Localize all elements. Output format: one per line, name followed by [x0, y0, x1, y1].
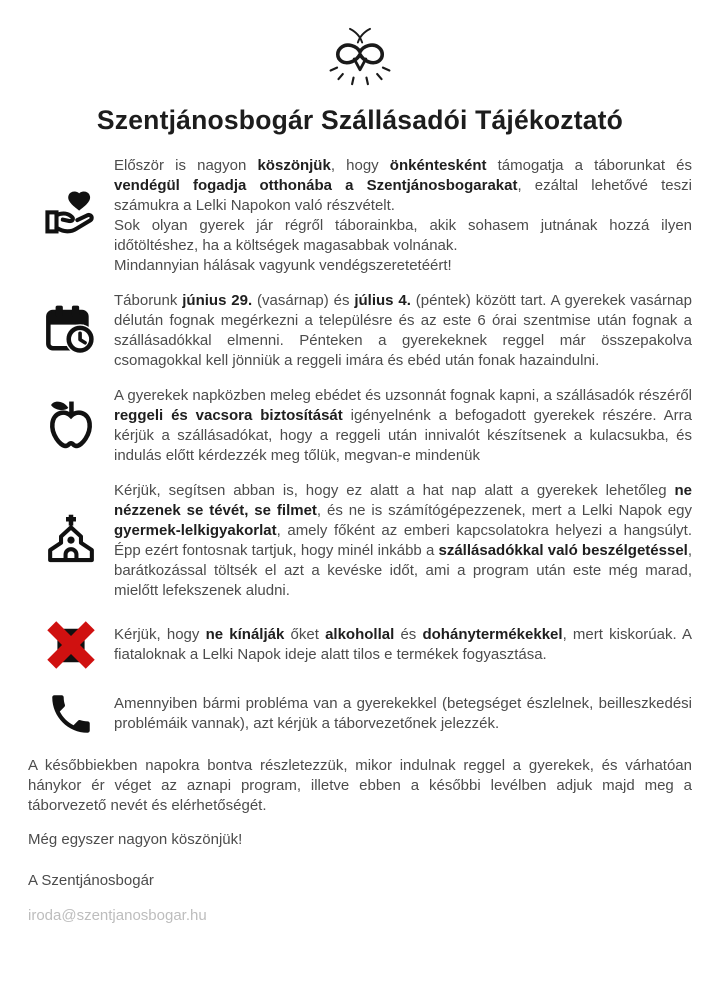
calendar-clock-icon	[42, 302, 100, 360]
church-icon	[42, 512, 100, 570]
section-thanks	[28, 156, 692, 276]
section-paragraph: Sok olyan gyerek jár régről táborainkba, akik sohasem jutnának hozzá ilyen időtöltéshez, ha a költségek magasabbak volnának.	[114, 217, 692, 254]
section-paragraph: Kérjük, hogy ne kínálják őket alkohollal és dohánytermékekkel, mert kiskorúak. A fiataloknak a Lelki Napok ideje alatt tilos e termékek fogyasztása.	[114, 626, 692, 663]
section-meals	[28, 386, 692, 466]
section-paragraph: Táborunk június 29. (vasárnap) és július 4. (péntek) között tart. A gyerekek vasárnap délután fognak megérkezni a településre és az este 6 órai szentmise után fognak a szállásadókkal elmenni. Pénteken a gyerekeknek reggel már összepakolva csomagokkal kell jönniük a reggeli imára és ebéd után fonak hazaindulni.	[114, 292, 692, 369]
page-title: Szentjánosbogár Szállásadói Tájékoztató	[96, 105, 624, 135]
email-link[interactable]: iroda@szentjanosbogar.hu	[28, 907, 207, 924]
section-paragraph: Kérjük, segítsen abban is, hogy ez alatt a hat nap alatt a gyerekek lehetőleg ne nézzenek se tévét, se filmet, és ne is számítógépezzenek, mert a Lelki Napok egy gyermek-lelkigyakorlat, amely főként az emberi kapcsolatokra helyezi a hangsúlyt. Épp ezért fontosnak tartjuk, hogy minél inkább a szállásadókkal való beszélgetéssel, barátkozással töltsék el azt a kevéske időt, ami a program után este még marad, mielőtt lefekszenek aludni.	[114, 482, 692, 599]
section-paragraph: Először is nagyon köszönjük, hogy önkéntesként támogatja a táborunkat és vendégül fogadja otthonába a Szentjánosbogarakat, ezáltal lehetővé teszi számukra a Lelki Napokon való részvételt.	[114, 157, 692, 214]
logo-container	[28, 26, 692, 97]
thanks-line: Még egyszer nagyon köszönjük!	[28, 831, 243, 848]
signature-line: A Szentjánosbogár	[28, 872, 154, 889]
section-no-alcohol	[28, 616, 692, 674]
section-retreat	[28, 481, 692, 601]
no-alcohol-icon	[42, 616, 100, 674]
section-paragraph: Amennyiben bármi probléma van a gyerekekkel (betegséget észlelnek, beilleszkedési problémáik vannak), azt kérjük a táborvezetőnek jelezzék.	[114, 695, 692, 732]
firefly-logo-icon	[310, 26, 410, 92]
closing-paragraph: A későbbiekben napokra bontva részletezzük, mikor indulnak reggel a gyerekek, és várhatóan hánykor ér véget az aznapi program, illetve ebben a későbbi levélben adjuk majd meg a táborvezető nevét és elérhetőségét.	[28, 757, 692, 814]
section-paragraph: Mindannyian hálásak vagyunk vendégszeretetéért!	[114, 257, 452, 274]
apple-icon	[42, 397, 100, 455]
section-dates	[28, 291, 692, 371]
phone-icon	[46, 689, 96, 739]
section-paragraph: A gyerekek napközben meleg ebédet és uzsonnát fognak kapni, a szállásadók részéről reggeli és vacsora biztosítását igényelnénk a befogadott gyerekek részére. Arra kérjük a szállásadókat, hogy a reggeli után innivalót készítsenek a kulacsukba, és indulás előtt kérdezzék meg tőlük, megvan-e mindenük	[114, 387, 692, 464]
heart-in-hand-icon	[42, 187, 100, 245]
section-problems	[28, 689, 692, 739]
closing-block	[28, 756, 692, 926]
